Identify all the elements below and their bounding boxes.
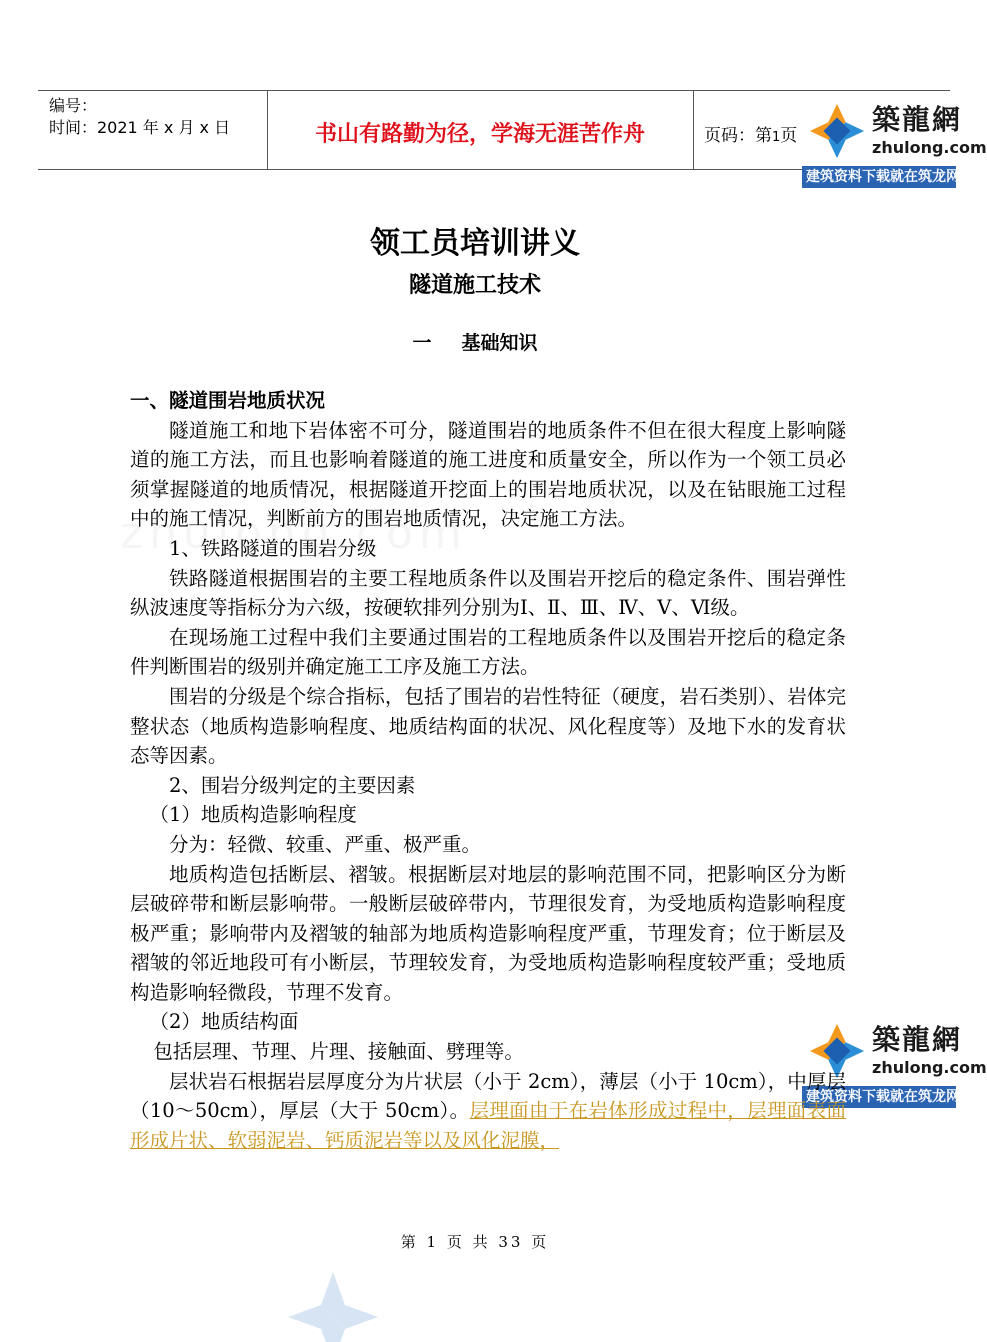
header-divider xyxy=(693,91,694,169)
paragraph: 在现场施工过程中我们主要通过围岩的工程地质条件以及围岩开挖后的稳定条件判断围岩的级别并确定施工工序及施工方法。 xyxy=(130,625,846,679)
document-body xyxy=(130,386,846,1155)
page-label: 页码：第 xyxy=(704,126,772,146)
logo-name-en: zhulong.com xyxy=(872,138,987,157)
watermark xyxy=(120,508,468,559)
document-title: 领工员培训讲义 xyxy=(370,226,580,261)
zhulong-logo[interactable] xyxy=(802,94,987,186)
subsection-heading: 2、围岩分级判定的主要因素 xyxy=(169,773,416,797)
snowflake-watermark-icon xyxy=(278,1262,388,1342)
subsection-heading: （1）地质构造影响程度 xyxy=(149,803,357,827)
paragraph: 隧道施工和地下岩体密不可分，隧道围岩的地质条件不但在很大程度上影响隧道的施工方法，而且也影响着隧道的施工进度和质量安全，所以作为一个领工员必须掌握隧道的地质情况，根据隧道开挖面上的围岩地质状况，以及在钻眼施工过程中的施工情况，判断前方的围岩地质情况，决定施工方法。 xyxy=(130,418,846,531)
paragraph: 铁路隧道根据围岩的主要工程地质条件以及围岩开挖后的稳定条件、围岩弹性纵波速度等指标分为六级，按硬软排列分别为Ⅰ、Ⅱ、Ⅲ、Ⅳ、Ⅴ、Ⅵ级。 xyxy=(130,566,846,620)
logo-name-en: zhulong.com xyxy=(872,1058,987,1077)
paragraph-text: 层状岩石根据岩层厚度分为片状层（小于 2cm），薄层（小于 10cm），中厚层（10～50cm），厚层（大于 50cm）。 xyxy=(130,1069,846,1123)
paragraph: 地质构造包括断层、褶皱。根据断层对地层的影响范围不同，把影响区分为断层破碎带和断层影响带。一般断层破碎带内，节理很发育，为受地质构造影响程度极严重；影响带内及褶皱的轴部为地质构造影响程度严重，节理发育；位于断层及褶皱的邻近地段可有小断层，节理较发育，为受地质构造影响程度较严重；受地质构造影响轻微段，节理不发育。 xyxy=(130,862,846,1004)
highlighted-text[interactable]: 层理面由于在岩体形成过程中，层理面表面形成片状、软弱泥岩、钙质泥岩等以及风化泥膜， xyxy=(130,1099,846,1152)
section-heading: 一、隧道围岩地质状况 xyxy=(130,389,326,412)
paragraph xyxy=(130,1067,846,1156)
header-meta xyxy=(49,95,230,139)
logo-name-cn: 築龍網 xyxy=(872,1023,963,1056)
document-subtitle: 隧道施工技术 xyxy=(408,272,541,298)
header-motto: 书山有路勤为径，学海无涯苦作舟 xyxy=(314,122,645,147)
paragraph: 分为：轻微、较重、严重、极严重。 xyxy=(169,832,482,856)
subsection-heading: 1、铁路隧道的围岩分级 xyxy=(169,536,377,560)
subsection-heading: （2）地质结构面 xyxy=(149,1010,299,1034)
chapter-heading xyxy=(0,328,950,355)
logo-slogan: 建筑资料下载就在筑龙网 xyxy=(802,1086,956,1108)
logo-slogan: 建筑资料下载就在筑龙网 xyxy=(802,166,956,188)
chapter-number: 一 xyxy=(412,332,432,354)
chapter-name: 基础知识 xyxy=(461,332,538,354)
paragraph: 围岩的分级是个综合指标，包括了围岩的岩性特征（硬度，岩石类别）、岩体完整状态（地质构造影响程度、地质结构面的状况、风化程度等）及地下水的发育状态等因素。 xyxy=(130,684,846,768)
logo-name-cn: 築龍網 xyxy=(872,103,963,136)
doc-time: 时间：2021 年 x 月 x 日 xyxy=(49,118,231,137)
page-number: 1 xyxy=(772,130,781,145)
page-suffix: 页 xyxy=(780,126,798,146)
doc-number-label: 编号： xyxy=(49,96,98,115)
page-footer: 第 1 页 共 33 页 xyxy=(400,1233,550,1251)
paragraph: 包括层理、节理、片理、接触面、劈理等。 xyxy=(153,1040,524,1064)
header-page-indicator xyxy=(704,121,797,146)
snowflake-logo-icon xyxy=(808,102,866,160)
